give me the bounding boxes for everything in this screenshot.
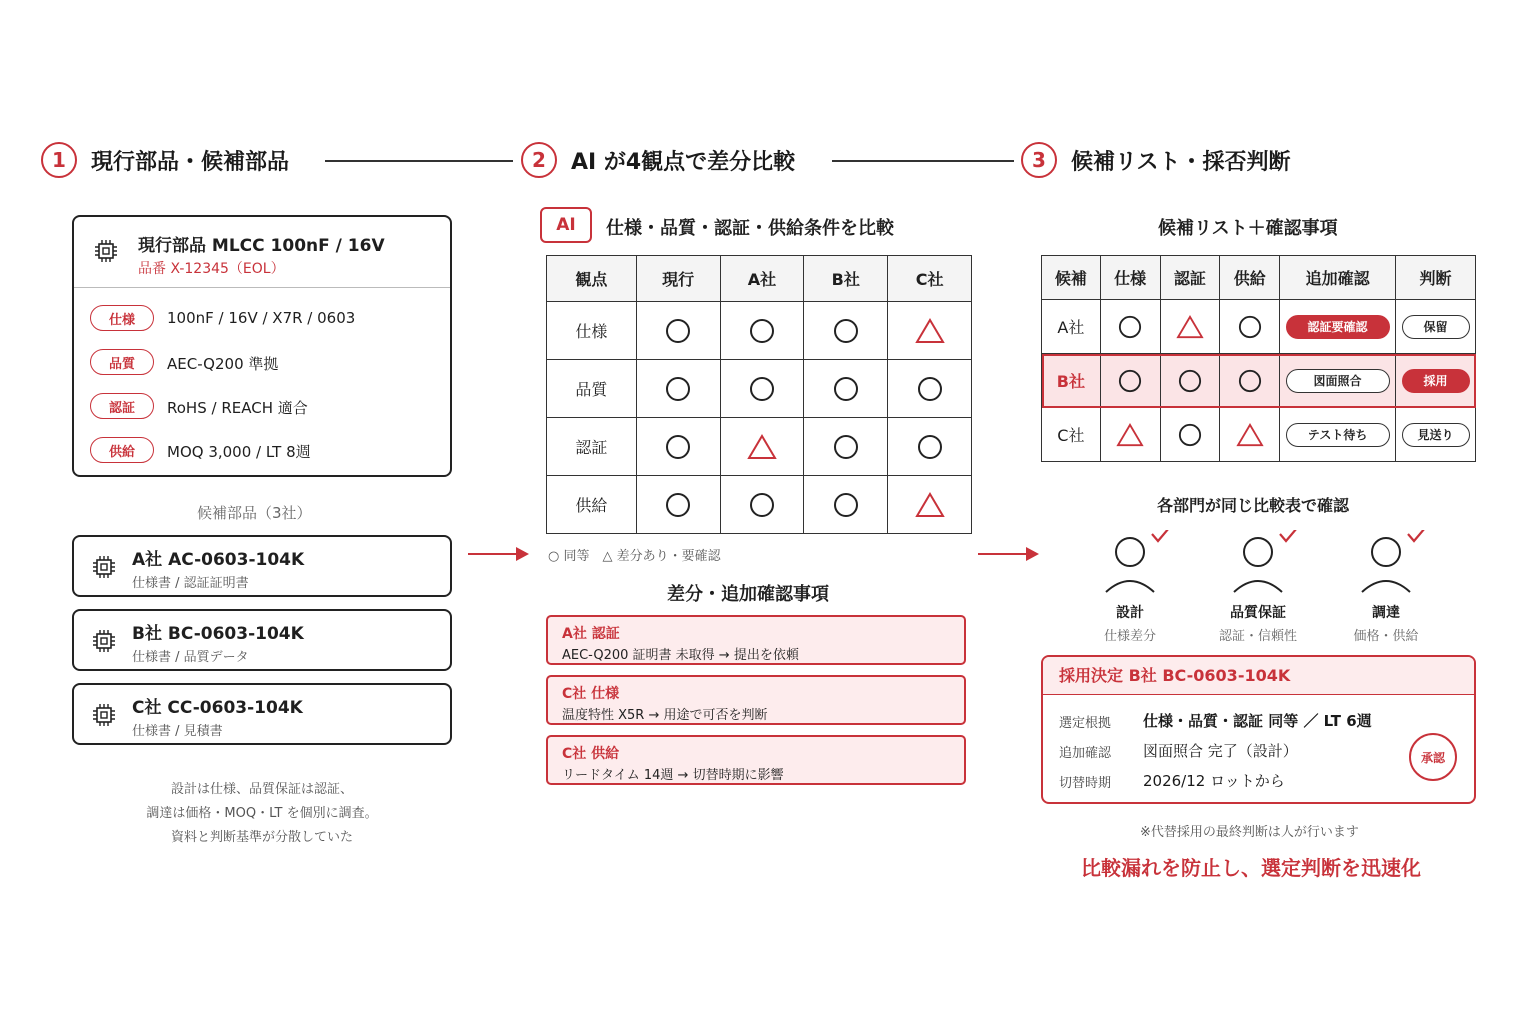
department-desc: 認証・信頼性	[1218, 629, 1297, 644]
candidate-docs: 仕様書 / 見積書	[132, 724, 223, 739]
candidate-name: A社	[1042, 300, 1101, 354]
left-note	[82, 778, 442, 850]
step-1-title: 現行部品・候補部品	[91, 150, 290, 175]
triangle-mark-icon	[1176, 315, 1204, 339]
check-pill[interactable]: 認証要確認	[1286, 315, 1390, 339]
check-cell	[1280, 300, 1396, 354]
mark-cell	[888, 360, 972, 418]
decision-label: 追加確認	[1059, 746, 1112, 761]
circle-mark-icon	[1178, 423, 1202, 447]
mark-cell	[804, 302, 888, 360]
diff-heading: C社 供給	[562, 746, 620, 762]
candidate-title: B社 BC-0603-104K	[132, 624, 304, 644]
table-header-row	[547, 256, 972, 302]
decision-value: 図面照合 完了（設計）	[1143, 742, 1298, 760]
check-pill[interactable]: 図面照合	[1286, 369, 1390, 393]
attr-tag-quality: 品質	[90, 349, 154, 375]
decision-pill[interactable]: 見送り	[1402, 423, 1470, 447]
mark-cell	[888, 418, 972, 476]
table-row	[547, 360, 972, 418]
decision-pill[interactable]: 採用	[1402, 369, 1470, 393]
attr-tag-cert: 認証	[90, 393, 154, 419]
candidate-docs: 仕様書 / 品質データ	[132, 650, 249, 665]
note-line: 設計は仕様、品質保証は認証、	[170, 782, 353, 797]
mark-cell	[720, 476, 804, 534]
current-part-number: 品番 X-12345（EOL）	[138, 261, 285, 277]
departments-title: 各部門が同じ比較表で確認	[1157, 496, 1350, 515]
chip-icon	[92, 555, 116, 579]
decision-cell	[1396, 300, 1476, 354]
step-3-number: 3	[1021, 142, 1057, 178]
circle-mark-icon	[833, 434, 859, 460]
check-pill[interactable]: テスト待ち	[1286, 423, 1390, 447]
col-header: 観点	[547, 256, 637, 302]
mark-cell	[804, 360, 888, 418]
candidate-list-table	[1041, 255, 1476, 462]
candidate-name: C社	[1042, 408, 1101, 462]
circle-mark-icon	[1238, 369, 1262, 393]
row-label: 品質	[547, 360, 637, 418]
divider	[74, 287, 450, 288]
mark-cell	[1100, 408, 1160, 462]
mark-cell	[804, 476, 888, 534]
candidate-title: C社 CC-0603-104K	[132, 698, 303, 718]
triangle-mark-icon	[747, 434, 777, 460]
table-row	[547, 476, 972, 534]
decision-value: 2026/12 ロットから	[1143, 772, 1285, 790]
candidate-card-b[interactable]	[72, 609, 452, 671]
department-role: 品質保証	[1230, 605, 1286, 621]
table-row	[547, 418, 972, 476]
mark-cell	[1160, 354, 1220, 408]
row-label: 供給	[547, 476, 637, 534]
mark-cell	[720, 418, 804, 476]
comparison-table	[546, 255, 972, 534]
triangle-mark-icon	[915, 492, 945, 518]
diff-section-title: 差分・追加確認事項	[667, 584, 829, 605]
diff-text: AEC-Q200 証明書 未取得 → 提出を依頼	[562, 648, 799, 663]
decision-card	[1041, 655, 1476, 804]
table-header-row	[1042, 256, 1476, 300]
circle-mark-icon	[917, 376, 943, 402]
decision-cell	[1396, 408, 1476, 462]
circle-mark-icon	[1118, 315, 1142, 339]
footnote: ※代替採用の最終判断は人が行います	[1140, 825, 1359, 840]
attr-value-spec: 100nF / 16V / X7R / 0603	[167, 309, 356, 327]
candidate-list-title: 候補リスト＋確認事項	[1158, 218, 1338, 239]
department-qa	[1198, 530, 1318, 644]
decision-heading: 採用決定 B社 BC-0603-104K	[1043, 657, 1474, 695]
note-line: 調達は価格・MOQ・LT を個別に調査。	[146, 806, 378, 821]
circle-mark-icon	[917, 434, 943, 460]
note-line: 資料と判断基準が分散していた	[170, 830, 353, 845]
mark-cell	[1220, 408, 1280, 462]
row-label: 認証	[547, 418, 637, 476]
mark-cell	[1220, 354, 1280, 408]
legend: ○ 同等 △ 差分あり・要確認	[548, 549, 721, 564]
mark-cell	[1100, 354, 1160, 408]
mark-cell	[636, 302, 720, 360]
department-procurement	[1326, 530, 1446, 644]
diff-item	[546, 615, 966, 665]
decision-label: 切替時期	[1059, 776, 1112, 791]
col-header: 判断	[1396, 256, 1476, 300]
candidate-card-c[interactable]	[72, 683, 452, 745]
col-header: 認証	[1160, 256, 1220, 300]
col-header: B社	[804, 256, 888, 302]
current-part-title: 現行部品 MLCC 100nF / 16V	[138, 236, 385, 256]
attr-tag-supply: 供給	[90, 437, 154, 463]
mark-cell	[636, 418, 720, 476]
chip-icon	[94, 239, 118, 263]
row-label: 仕様	[547, 302, 637, 360]
attr-value-cert: RoHS / REACH 適合	[167, 399, 308, 417]
mark-cell	[720, 302, 804, 360]
circle-mark-icon	[749, 376, 775, 402]
mark-cell	[720, 360, 804, 418]
col-header: A社	[720, 256, 804, 302]
col-header: 候補	[1042, 256, 1101, 300]
table-row[interactable]	[1042, 408, 1476, 462]
candidate-card-a[interactable]	[72, 535, 452, 597]
decision-label: 選定根拠	[1059, 716, 1112, 731]
person-check-icon	[1090, 530, 1170, 598]
step-connector	[325, 160, 513, 162]
mark-cell	[888, 302, 972, 360]
circle-mark-icon	[665, 318, 691, 344]
flow-arrow-line	[468, 553, 518, 555]
mark-cell	[804, 418, 888, 476]
approval-stamp: 承認	[1409, 733, 1457, 781]
diff-item	[546, 675, 966, 725]
check-cell	[1280, 408, 1396, 462]
department-role: 設計	[1116, 605, 1144, 621]
mark-cell	[1160, 300, 1220, 354]
circle-mark-icon	[749, 492, 775, 518]
circle-mark-icon	[833, 376, 859, 402]
circle-mark-icon	[665, 376, 691, 402]
triangle-mark-icon	[915, 318, 945, 344]
chip-icon	[92, 703, 116, 727]
person-check-icon	[1346, 530, 1426, 598]
conclusion: 比較漏れを防止し、選定判断を迅速化	[1081, 856, 1421, 880]
mark-cell	[636, 476, 720, 534]
col-header: 追加確認	[1280, 256, 1396, 300]
diff-text: リードタイム 14週 → 切替時期に影響	[562, 768, 784, 783]
diff-text: 温度特性 X5R → 用途で可否を判断	[562, 708, 768, 723]
ai-badge: AI	[540, 207, 592, 243]
attr-value-supply: MOQ 3,000 / LT 8週	[167, 443, 311, 461]
mark-cell	[636, 360, 720, 418]
diff-item	[546, 735, 966, 785]
candidate-title: A社 AC-0603-104K	[132, 550, 305, 570]
table-row	[547, 302, 972, 360]
mark-cell	[888, 476, 972, 534]
triangle-mark-icon	[1236, 423, 1264, 447]
current-part-card	[72, 215, 452, 477]
circle-mark-icon	[1118, 369, 1142, 393]
circle-mark-icon	[749, 318, 775, 344]
department-role: 調達	[1372, 605, 1400, 621]
candidate-name: B社	[1042, 354, 1101, 408]
circle-mark-icon	[1238, 315, 1262, 339]
person-check-icon	[1218, 530, 1298, 598]
circle-mark-icon	[1178, 369, 1202, 393]
table-row[interactable]	[1042, 354, 1476, 408]
circle-mark-icon	[833, 492, 859, 518]
circle-mark-icon	[833, 318, 859, 344]
step-3-title: 候補リスト・採否判断	[1071, 150, 1291, 175]
circle-mark-icon	[665, 492, 691, 518]
decision-pill[interactable]: 保留	[1402, 315, 1470, 339]
diff-heading: A社 認証	[562, 626, 620, 642]
step-2-number: 2	[521, 142, 557, 178]
triangle-mark-icon	[1116, 423, 1144, 447]
table-row[interactable]	[1042, 300, 1476, 354]
attr-value-quality: AEC-Q200 準拠	[167, 355, 279, 373]
decision-value: 仕様・品質・認証 同等 ／ LT 6週	[1143, 712, 1372, 730]
candidate-docs: 仕様書 / 認証証明書	[132, 576, 249, 591]
step-connector	[832, 160, 1014, 162]
arrow-right-icon	[1026, 547, 1039, 561]
step-2-title: AI が4観点で差分比較	[571, 150, 796, 175]
col-header: C社	[888, 256, 972, 302]
check-cell	[1280, 354, 1396, 408]
department-desc: 価格・供給	[1353, 629, 1419, 644]
step-1-number: 1	[41, 142, 77, 178]
col-header: 現行	[636, 256, 720, 302]
mark-cell	[1100, 300, 1160, 354]
decision-cell	[1396, 354, 1476, 408]
diff-heading: C社 仕様	[562, 686, 620, 702]
col-header: 供給	[1220, 256, 1280, 300]
arrow-right-icon	[516, 547, 529, 561]
candidates-label: 候補部品（3社）	[197, 504, 312, 522]
circle-mark-icon	[665, 434, 691, 460]
department-desc: 仕様差分	[1103, 629, 1156, 644]
flow-arrow-line	[978, 553, 1028, 555]
department-design	[1070, 530, 1190, 644]
mark-cell	[1220, 300, 1280, 354]
attr-tag-spec: 仕様	[90, 305, 154, 331]
mark-cell	[1160, 408, 1220, 462]
comparison-title: 仕様・品質・認証・供給条件を比較	[606, 218, 894, 239]
chip-icon	[92, 629, 116, 653]
col-header: 仕様	[1100, 256, 1160, 300]
